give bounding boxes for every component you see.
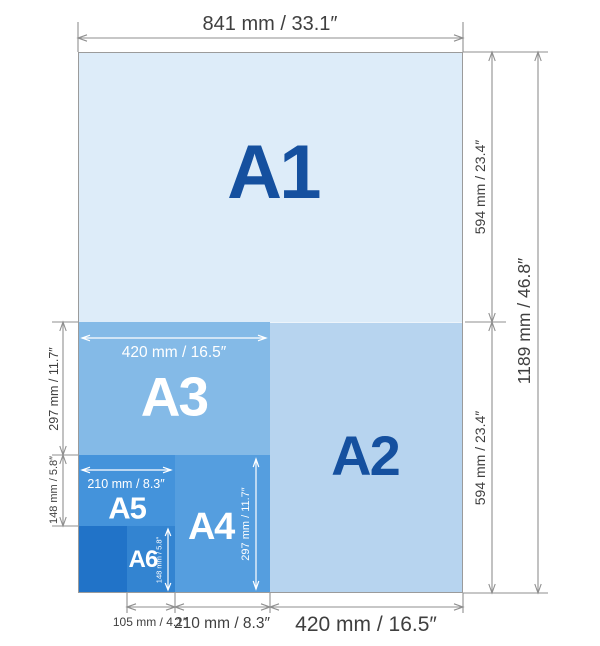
dim-a2-height-label: 594 mm / 23.4″ bbox=[472, 410, 488, 506]
dim-a6-width-label: 105 mm / 4.1″ bbox=[112, 615, 188, 629]
dim-a2-width-label: 420 mm / 16.5″ bbox=[295, 613, 437, 636]
dim-a0-height-label: 1189 mm / 46.8″ bbox=[514, 257, 534, 385]
paper-a1-label: A1 bbox=[227, 130, 319, 215]
extension-lines bbox=[52, 22, 548, 613]
dim-a5-width-inner-label: 210 mm / 8.3″ bbox=[87, 477, 165, 491]
paper-a3-label: A3 bbox=[140, 365, 208, 428]
dim-a3-width-inner-label: 420 mm / 16.5″ bbox=[121, 344, 227, 361]
inner-dimension-shafts bbox=[82, 338, 266, 590]
dim-a0-width-label: 841 mm / 33.1″ bbox=[202, 13, 338, 35]
dim-a6-height-inner-label: 148 mm / 5.8″ bbox=[154, 536, 164, 584]
dim-a1-height-label: 594 mm / 23.4″ bbox=[472, 139, 488, 235]
inner-dimension-arrowheads bbox=[82, 335, 266, 590]
dim-a3-height-label: 297 mm / 11.7″ bbox=[47, 347, 61, 431]
paper-a2-label: A2 bbox=[331, 424, 399, 487]
dim-a4-height-inner-label: 297 mm / 11.7″ bbox=[240, 487, 252, 561]
paper-a5-label: A5 bbox=[108, 490, 146, 526]
dim-a4-width-label: 210 mm / 8.3″ bbox=[174, 615, 270, 632]
paper-a6-label: A6 bbox=[128, 546, 158, 573]
paper-a4-label: A4 bbox=[188, 506, 234, 548]
dim-a5-height-label: 148 mm / 5.8″ bbox=[48, 455, 60, 525]
